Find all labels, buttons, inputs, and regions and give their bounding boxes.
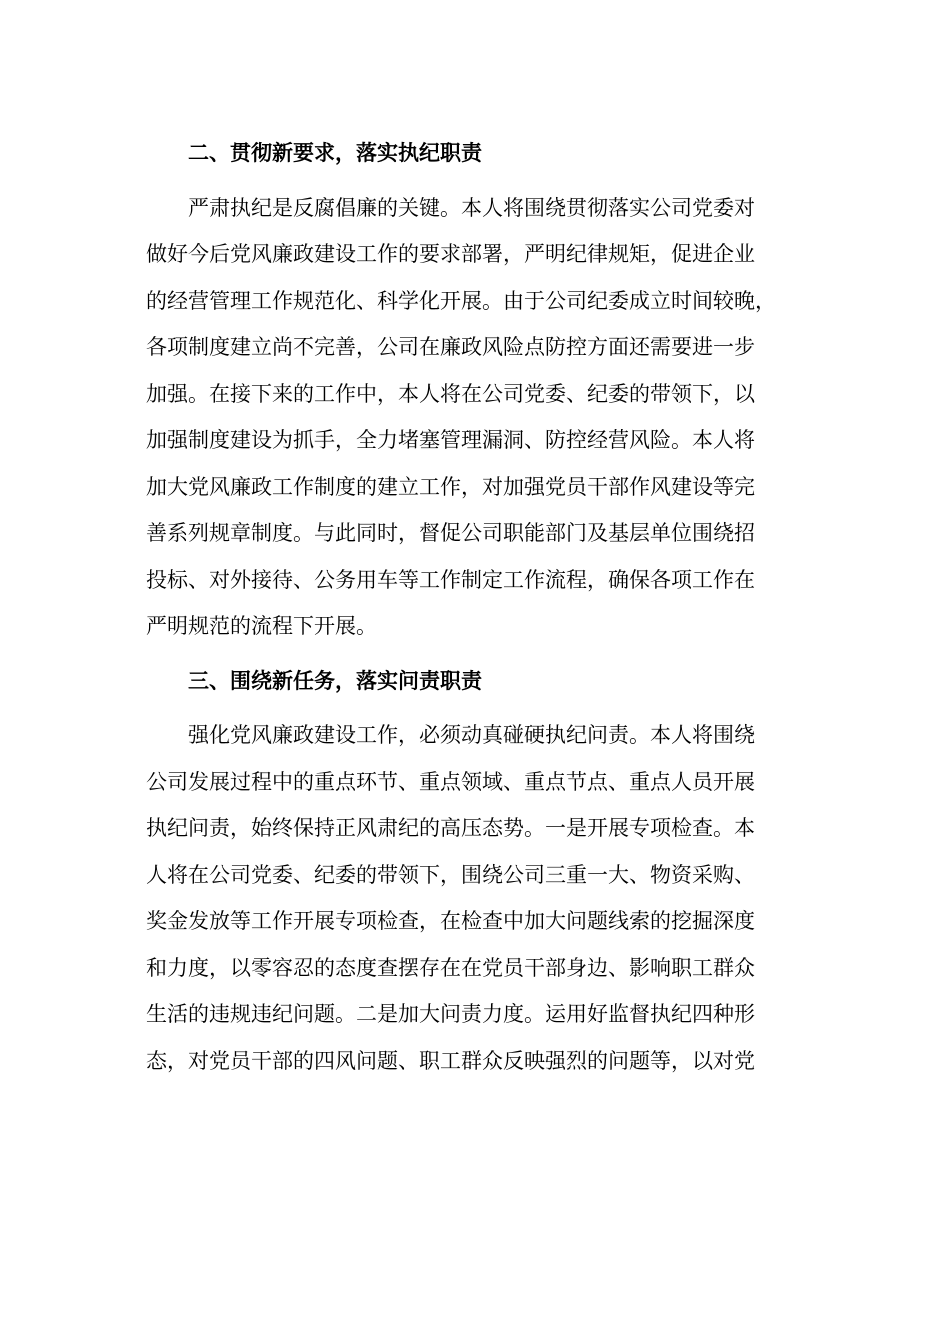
paragraph-line: 各项制度建立尚不完善，公司在廉政风险点防控方面还需要进一步 bbox=[146, 335, 755, 359]
paragraph-line: 投标、对外接待、公务用车等工作制定工作流程，确保各项工作在 bbox=[146, 567, 755, 592]
paragraph-line: 执纪问责，始终保持正风肃纪的高压态势。一是开展专项检查。本 bbox=[146, 816, 755, 840]
section-paragraph bbox=[146, 185, 806, 650]
section-heading: 三、围绕新任务，落实问责职责 bbox=[188, 668, 482, 693]
section-heading: 二、贯彻新要求，落实执纪职责 bbox=[188, 141, 482, 165]
section-3 bbox=[146, 658, 806, 1085]
paragraph-line: 奖金发放等工作开展专项检查，在检查中加大问题线索的挖掘深度 bbox=[146, 909, 755, 933]
paragraph-line: 公司发展过程中的重点环节、重点领域、重点节点、重点人员开展 bbox=[146, 769, 755, 794]
document-body bbox=[146, 130, 806, 1092]
paragraph-line: 强化党风廉政建设工作，必须动真碰硬执纪问责。本人将围绕 bbox=[188, 723, 755, 747]
paragraph-line: 生活的违规违纪问题。二是加大问责力度。运用好监督执纪四种形 bbox=[146, 1002, 755, 1026]
paragraph-line: 加大党风廉政工作制度的建立工作，对加强党员干部作风建设等完 bbox=[146, 474, 755, 499]
section-paragraph bbox=[146, 712, 806, 1084]
section-2 bbox=[146, 130, 806, 650]
paragraph-line: 严肃执纪是反腐倡廉的关键。本人将围绕贯彻落实公司党委对 bbox=[188, 195, 755, 220]
paragraph-line: 严明规范的流程下开展。 bbox=[146, 614, 377, 638]
paragraph-line: 加强。在接下来的工作中，本人将在公司党委、纪委的带领下，以 bbox=[146, 381, 755, 406]
paragraph-line: 善系列规章制度。与此同时，督促公司职能部门及基层单位围绕招 bbox=[146, 521, 755, 545]
paragraph-line: 加强制度建设为抓手，全力堵塞管理漏洞、防控经营风险。本人将 bbox=[146, 428, 755, 452]
paragraph-line: 态，对党员干部的四风问题、职工群众反映强烈的问题等，以对党 bbox=[146, 1048, 755, 1073]
paragraph-line: 和力度，以零容忍的态度查摆存在在党员干部身边、影响职工群众 bbox=[146, 955, 755, 980]
paragraph-line: 做好今后党风廉政建设工作的要求部署，严明纪律规矩，促进企业 bbox=[146, 242, 755, 266]
paragraph-line: 人将在公司党委、纪委的带领下，围绕公司三重一大、物资采购、 bbox=[146, 862, 755, 887]
paragraph-line: 的经营管理工作规范化、科学化开展。由于公司纪委成立时间较晚， bbox=[146, 288, 776, 313]
